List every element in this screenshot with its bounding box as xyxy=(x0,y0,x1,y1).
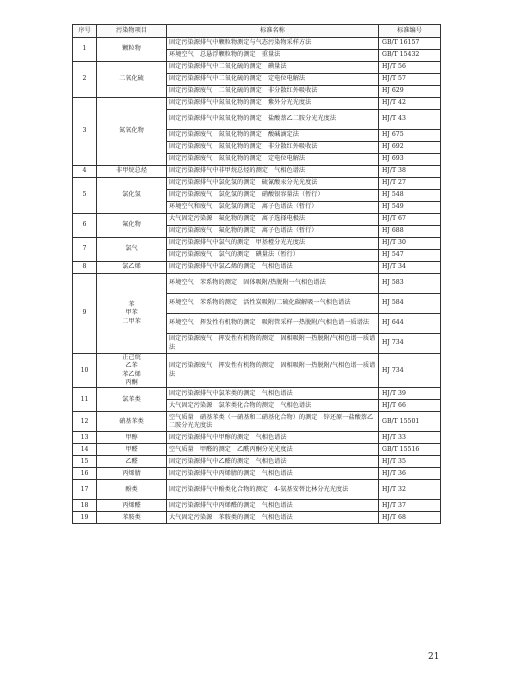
standard-number: HJ 547 xyxy=(379,250,441,262)
table-row xyxy=(73,468,441,480)
pollutant-cell: 氮氧化物 xyxy=(97,98,167,166)
standard-name: 固定污染源废气 挥发性有机物的测定 固相吸附一热脱附/气相色谱一质谱法 xyxy=(167,334,379,354)
standard-name: 固定污染源排气中氯化氢的测定 硫氰酸汞分光光度法 xyxy=(167,178,379,190)
pollutant-cell: 氯气 xyxy=(97,238,167,262)
row-number: 2 xyxy=(73,62,97,98)
table-row xyxy=(73,214,441,226)
row-number: 19 xyxy=(73,512,97,524)
row-number: 9 xyxy=(73,274,97,354)
row-number: 6 xyxy=(73,214,97,238)
table-row xyxy=(73,238,441,250)
pollutant-cell: 氯化氢 xyxy=(97,178,167,214)
standard-name: 大气固定污染源 苯胺类的测定 气相色谱法 xyxy=(167,512,379,524)
pollutant-line: 正己烷 xyxy=(122,354,141,361)
standard-name: 固定污染源废气 二氧化硫的测定 非分散红外吸收法 xyxy=(167,86,379,98)
standard-number: GB/T 16157 xyxy=(379,38,441,50)
pollutant-cell xyxy=(97,274,167,354)
standard-name: 大气固定污染源 氯苯类化合物的测定 气相色谱法 xyxy=(167,400,379,412)
standard-name: 固定污染源废气 氯化氢的测定 硝酸银容量法（暂行） xyxy=(167,190,379,202)
standards-table xyxy=(72,24,441,524)
row-number: 11 xyxy=(73,388,97,412)
standard-number: HJ/T 56 xyxy=(379,62,441,74)
standard-name: 固定污染源排气中丙烯腈的测定 气相色谱法 xyxy=(167,468,379,480)
standard-number: HJ/T 38 xyxy=(379,166,441,178)
table-row xyxy=(73,98,441,110)
pollutant-line: 乙苯 xyxy=(125,362,138,370)
standard-name: 固定污染源排气中甲醇的测定 气相色谱法 xyxy=(167,432,379,444)
standard-number: HJ 675 xyxy=(379,130,441,142)
standard-number: GB/T 15516 xyxy=(379,444,441,456)
standard-name: 环境空气 苯系物的测定 活性炭吸附/二硫化碳解吸一气相色谱法 xyxy=(167,294,379,314)
header-no: 序号 xyxy=(73,25,97,38)
standard-number: HJ/T 27 xyxy=(379,178,441,190)
standard-name: 固定污染源排气中丙烯醛的测定 气相色谱法 xyxy=(167,500,379,512)
standard-number: HJ/T 66 xyxy=(379,400,441,412)
standard-number: HJ 548 xyxy=(379,190,441,202)
pollutant-cell: 二氧化硫 xyxy=(97,62,167,98)
standard-number: HJ/T 35 xyxy=(379,456,441,468)
standard-name: 环境空气 挥发性有机物的测定 吸附管采样一热脱附/气相色谱一质谱法 xyxy=(167,314,379,334)
pollutant-cell: 丙烯醛 xyxy=(97,500,167,512)
table-row xyxy=(73,480,441,500)
standard-number: GB/T 15501 xyxy=(379,412,441,432)
row-number: 18 xyxy=(73,500,97,512)
table-row xyxy=(73,38,441,50)
table-row xyxy=(73,412,441,432)
standard-number: HJ/T 36 xyxy=(379,468,441,480)
table-row xyxy=(73,274,441,294)
standard-number: HJ/T 32 xyxy=(379,480,441,500)
table-row xyxy=(73,178,441,190)
pollutant-cell: 氯乙烯 xyxy=(97,262,167,274)
pollutant-line: 丙酮 xyxy=(125,379,138,387)
standard-number: HJ 549 xyxy=(379,202,441,214)
standard-number: HJ 734 xyxy=(379,354,441,388)
standard-number: HJ/T 30 xyxy=(379,238,441,250)
pollutant-cell: 氯苯类 xyxy=(97,388,167,412)
standard-number: HJ/T 42 xyxy=(379,98,441,110)
standard-name: 固定污染源排气中氯乙烯的测定 气相色谱法 xyxy=(167,262,379,274)
table-row xyxy=(73,456,441,468)
standard-number: HJ 583 xyxy=(379,274,441,294)
table-row xyxy=(73,444,441,456)
standard-name: 固定污染源排气中乙醛的测定 气相色谱法 xyxy=(167,456,379,468)
header-row xyxy=(73,25,441,38)
row-number: 1 xyxy=(73,38,97,62)
standard-number: HJ 629 xyxy=(379,86,441,98)
standard-name: 固定污染源排气中酚类化合物的测定 4-氨基安替比林分光光度法 xyxy=(167,480,379,500)
standard-name: 固定污染源排气中氯气的测定 甲基橙分光光度法 xyxy=(167,238,379,250)
standard-name: 空气质量 甲醛的测定 乙酰丙酮分光光度法 xyxy=(167,444,379,456)
pollutant-line: 甲苯 xyxy=(125,309,138,317)
table-row xyxy=(73,500,441,512)
header-pollutant: 污染物项目 xyxy=(97,25,167,38)
standard-name: 固定污染源排气中二氧化硫的测定 碘量法 xyxy=(167,62,379,74)
standard-name: 固定污染源废气 氯气的测定 碘量法（暂行） xyxy=(167,250,379,262)
row-number: 10 xyxy=(73,354,97,388)
header-standard-name: 标准名称 xyxy=(167,25,379,38)
row-number: 16 xyxy=(73,468,97,480)
pollutant-cell: 苯胺类 xyxy=(97,512,167,524)
standard-number: HJ/T 57 xyxy=(379,74,441,86)
pollutant-line: 二甲苯 xyxy=(122,317,141,325)
table-row xyxy=(73,62,441,74)
row-number: 5 xyxy=(73,178,97,214)
pollutant-cell: 乙醛 xyxy=(97,456,167,468)
standard-name: 固定污染源排气中非甲烷总烃的测定 气相色谱法 xyxy=(167,166,379,178)
row-number: 13 xyxy=(73,432,97,444)
standard-number: HJ/T 67 xyxy=(379,214,441,226)
row-number: 8 xyxy=(73,262,97,274)
standard-name: 环境空气 总悬浮颗粒物的测定 重量法 xyxy=(167,50,379,62)
standard-number: HJ 688 xyxy=(379,226,441,238)
pollutant-line: 苯乙烯 xyxy=(122,370,141,378)
table-row xyxy=(73,262,441,274)
standard-number: HJ/T 39 xyxy=(379,388,441,400)
table-row xyxy=(73,388,441,400)
standard-name: 固定污染源废气 氮氧化物的测定 非分散红外吸收法 xyxy=(167,142,379,154)
standard-name: 环境空气 苯系物的测定 固体吸附/热脱附一气相色谱法 xyxy=(167,274,379,294)
standard-number: HJ/T 68 xyxy=(379,512,441,524)
table-row xyxy=(73,354,441,388)
row-number: 14 xyxy=(73,444,97,456)
row-number: 17 xyxy=(73,480,97,500)
row-number: 7 xyxy=(73,238,97,262)
header-standard-no: 标准编号 xyxy=(379,25,441,38)
pollutant-cell: 丙烯腈 xyxy=(97,468,167,480)
standard-name: 固定污染源排气中氮氧化物的测定 紫外分光光度法 xyxy=(167,98,379,110)
table-body xyxy=(73,38,441,524)
pollutant-cell: 酚类 xyxy=(97,480,167,500)
standard-number: HJ 734 xyxy=(379,334,441,354)
standard-name: 固定污染源排气中颗粒物测定与气态污染物采样方法 xyxy=(167,38,379,50)
row-number: 4 xyxy=(73,166,97,178)
standard-name: 固定污染源废气 氟化物的测定 离子色谱法（暂行） xyxy=(167,226,379,238)
pollutant-cell: 甲醇 xyxy=(97,432,167,444)
standard-name: 大气固定污染源 氟化物的测定 离子选择电极法 xyxy=(167,214,379,226)
table-row xyxy=(73,432,441,444)
pollutant-cell: 硝基苯类 xyxy=(97,412,167,432)
standard-name: 固定污染源排气中氮氧化物的测定 盐酸萘乙二胺分光光度法 xyxy=(167,110,379,130)
pollutant-cell: 氟化物 xyxy=(97,214,167,238)
standard-number: HJ/T 37 xyxy=(379,500,441,512)
standard-number: HJ/T 34 xyxy=(379,262,441,274)
standard-number: HJ 584 xyxy=(379,294,441,314)
row-number: 12 xyxy=(73,412,97,432)
standard-number: HJ 644 xyxy=(379,314,441,334)
standard-name: 固定污染源排气中氯苯类的测定 气相色谱法 xyxy=(167,388,379,400)
standard-number: GB/T 15432 xyxy=(379,50,441,62)
standard-number: HJ 692 xyxy=(379,142,441,154)
standard-name: 固定污染源废气 氮氧化物的测定 酸碱滴定法 xyxy=(167,130,379,142)
table-row xyxy=(73,166,441,178)
pollutant-cell: 非甲烷总烃 xyxy=(97,166,167,178)
pollutant-cell xyxy=(97,354,167,388)
standard-number: HJ 693 xyxy=(379,154,441,166)
table-row xyxy=(73,512,441,524)
standard-name: 环境空气和废气 氯化氢的测定 离子色谱法（暂行） xyxy=(167,202,379,214)
row-number: 3 xyxy=(73,98,97,166)
standard-number: HJ/T 33 xyxy=(379,432,441,444)
standard-name: 固定污染源排气中二氧化硫的测定 定电位电解法 xyxy=(167,74,379,86)
pollutant-cell: 甲醛 xyxy=(97,444,167,456)
standard-name: 固定污染源废气 氮氧化物的测定 定电位电解法 xyxy=(167,154,379,166)
standard-name: 空气质量 硝基苯类（一硝基和二硝基化合物）的测定 锌还原一盐酸萘乙二胺分光光度法 xyxy=(167,412,379,432)
row-number: 15 xyxy=(73,456,97,468)
standard-name: 固定污染源废气 挥发性有机物的测定 固相吸附一热脱附/气相色谱一质谱法 xyxy=(167,354,379,388)
standard-number: HJ/T 43 xyxy=(379,110,441,130)
pollutant-line: 苯 xyxy=(128,300,135,308)
pollutant-cell: 颗粒物 xyxy=(97,38,167,62)
page-number: 21 xyxy=(428,652,440,662)
